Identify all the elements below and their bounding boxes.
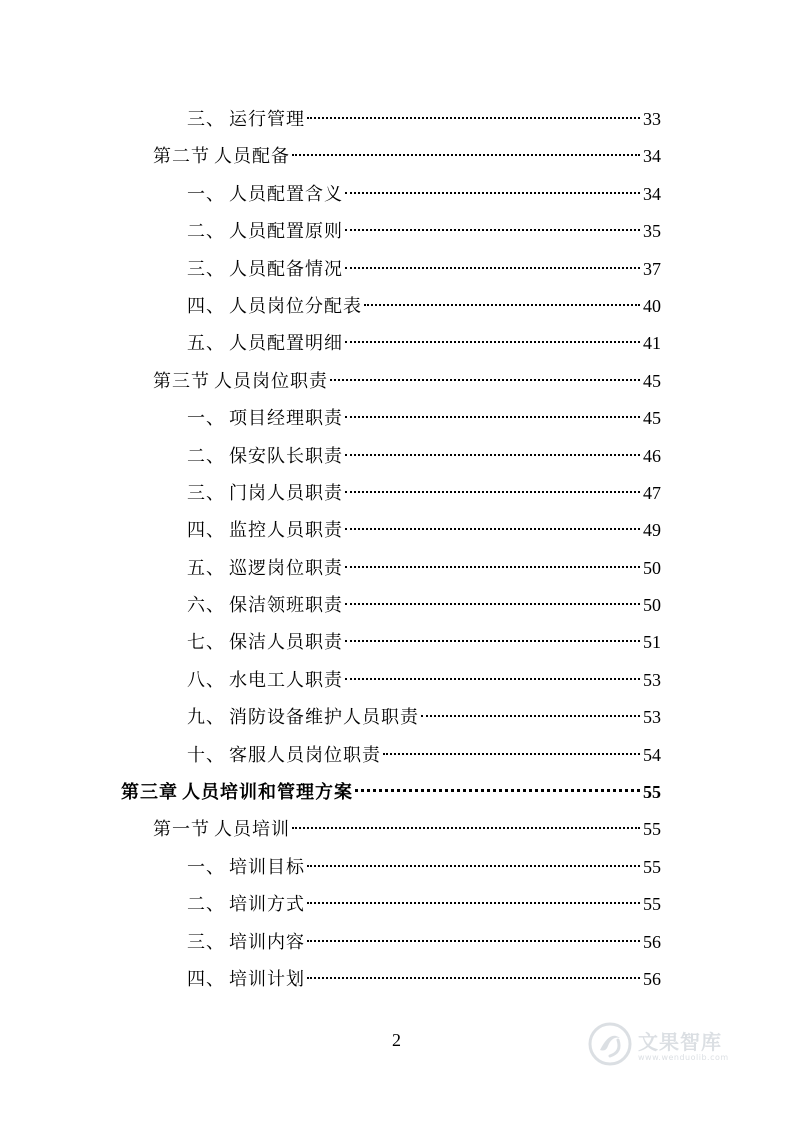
toc-page-number: 54	[643, 744, 661, 765]
toc-dot-leader	[307, 902, 640, 904]
toc-entry-text: 项目经理职责	[229, 408, 343, 430]
toc-entry-title	[153, 138, 290, 175]
toc-page-number: 45	[643, 408, 661, 429]
toc-entry[interactable]	[0, 213, 793, 250]
toc-entry-title	[187, 699, 419, 736]
toc-entry-text: 培训方式	[229, 894, 305, 916]
toc-entry-text: 人员岗位分配表	[229, 295, 362, 317]
toc-entry-text: 培训计划	[229, 968, 305, 990]
toc-entry[interactable]	[0, 438, 793, 475]
toc-entry-text: 人员培训和管理方案	[182, 782, 353, 804]
toc-entry[interactable]	[0, 961, 793, 998]
watermark-url: www.wenduolib.com	[638, 1053, 729, 1062]
toc-page-number: 55	[643, 819, 661, 840]
toc-entry-title	[187, 512, 343, 549]
toc-entry-title	[187, 325, 343, 362]
toc-entry[interactable]	[0, 251, 793, 288]
toc-entry-number: 三、	[187, 482, 225, 504]
toc-entry-title	[153, 363, 328, 400]
toc-entry-text: 人员配置含义	[229, 183, 343, 205]
swirl-logo-icon	[588, 1022, 632, 1066]
toc-dot-leader	[345, 678, 640, 680]
toc-entry-title	[187, 213, 343, 250]
toc-entry[interactable]	[0, 774, 793, 811]
toc-page-number: 56	[643, 931, 661, 952]
toc-entry-text: 消防设备维护人员职责	[229, 707, 419, 729]
toc-entry-text: 人员配备情况	[229, 258, 343, 280]
toc-entry[interactable]	[0, 363, 793, 400]
toc-entry-number: 五、	[187, 557, 225, 579]
toc-entry[interactable]	[0, 587, 793, 624]
toc-entry-title	[187, 587, 343, 624]
toc-entry-text: 运行管理	[229, 109, 305, 130]
toc-entry-number: 三、	[187, 931, 225, 953]
toc-page-number: 56	[643, 968, 661, 989]
toc-dot-leader	[345, 640, 640, 642]
toc-entry-number: 第一节	[153, 819, 210, 841]
toc-entry[interactable]	[0, 849, 793, 886]
toc-page-number: 33	[643, 109, 661, 129]
toc-entry-text: 人员岗位职责	[214, 370, 328, 392]
toc-entry-text: 人员配备	[214, 146, 290, 168]
toc-entry-title	[187, 101, 305, 138]
watermark-name: 文果智库	[638, 1030, 722, 1054]
toc-entry-title	[187, 737, 381, 774]
toc-dot-leader	[345, 603, 640, 605]
toc-dot-leader	[345, 566, 640, 568]
toc-page-number: 51	[643, 632, 661, 653]
toc-entry[interactable]	[0, 400, 793, 437]
toc-page-number: 45	[643, 370, 661, 391]
toc-entry[interactable]	[0, 288, 793, 325]
toc-entry-number: 一、	[187, 856, 225, 878]
toc-entry-number: 二、	[187, 221, 225, 243]
toc-page-number: 47	[643, 482, 661, 503]
toc-entry-number: 五、	[187, 333, 225, 355]
toc-dot-leader	[345, 192, 640, 194]
toc-entry-number: 第三节	[153, 370, 210, 392]
toc-page-number: 53	[643, 669, 661, 690]
toc-dot-leader	[364, 304, 640, 306]
toc-dot-leader	[345, 416, 640, 418]
toc-entry-title	[187, 176, 343, 213]
toc-entry[interactable]	[0, 176, 793, 213]
toc-page-number: 49	[643, 520, 661, 541]
toc-dot-leader	[421, 715, 640, 717]
toc-entry-text: 水电工人职责	[229, 669, 343, 691]
toc-entry-text: 人员培训	[214, 819, 290, 841]
toc-page-number: 55	[643, 894, 661, 915]
toc-entry-title	[187, 400, 343, 437]
toc-entry[interactable]	[0, 662, 793, 699]
toc-entry-title	[187, 924, 305, 961]
toc-entry[interactable]	[0, 138, 793, 175]
toc-entry-number: 三、	[187, 109, 225, 130]
toc-entry-number: 八、	[187, 669, 225, 691]
toc-entry-title	[153, 811, 290, 848]
toc-page-number: 46	[643, 445, 661, 466]
toc-entry-number: 一、	[187, 408, 225, 430]
toc-dot-leader	[307, 117, 640, 119]
toc-dot-leader	[307, 977, 640, 979]
toc-page-number: 40	[643, 295, 661, 316]
toc-dot-leader	[345, 267, 640, 269]
toc-dot-leader	[345, 229, 640, 231]
toc-entry[interactable]	[0, 512, 793, 549]
toc-entry-number: 二、	[187, 894, 225, 916]
toc-page-number: 55	[643, 782, 661, 803]
toc-entry-title	[187, 475, 343, 512]
toc-dot-leader	[307, 940, 640, 942]
toc-entry[interactable]	[0, 325, 793, 362]
toc-page-number: 34	[643, 183, 661, 204]
toc-entry[interactable]	[0, 101, 793, 138]
toc-entry-text: 监控人员职责	[229, 520, 343, 542]
toc-entry-number: 第三章	[121, 782, 178, 804]
toc-page-number: 53	[643, 707, 661, 728]
toc-entry[interactable]	[0, 811, 793, 848]
toc-entry-title	[121, 774, 353, 811]
toc-dot-leader	[330, 379, 640, 381]
toc-entry-text: 培训内容	[229, 931, 305, 953]
toc-entry[interactable]	[0, 550, 793, 587]
toc-entry-title	[187, 288, 362, 325]
toc-page-number: 34	[643, 146, 661, 167]
table-of-contents	[0, 101, 793, 998]
toc-entry-title	[187, 550, 343, 587]
toc-entry-title	[187, 886, 305, 923]
toc-entry-number: 四、	[187, 520, 225, 542]
toc-entry[interactable]	[0, 737, 793, 774]
toc-entry-text: 门岗人员职责	[229, 482, 343, 504]
toc-page-number: 50	[643, 595, 661, 616]
toc-dot-leader	[292, 154, 640, 156]
watermark	[588, 1022, 729, 1066]
toc-entry[interactable]	[0, 624, 793, 661]
toc-entry-title	[187, 961, 305, 998]
toc-entry-text: 客服人员岗位职责	[229, 744, 381, 766]
toc-entry-text: 保安队长职责	[229, 445, 343, 467]
toc-entry-number: 六、	[187, 595, 225, 617]
toc-entry-number: 七、	[187, 632, 225, 654]
toc-page-number: 55	[643, 856, 661, 877]
toc-entry-text: 保洁领班职责	[229, 595, 343, 617]
toc-entry-text: 培训目标	[229, 856, 305, 878]
toc-entry-number: 二、	[187, 445, 225, 467]
toc-entry-number: 一、	[187, 183, 225, 205]
toc-dot-leader	[355, 789, 640, 792]
toc-dot-leader	[383, 753, 640, 755]
toc-dot-leader	[345, 454, 640, 456]
toc-entry-text: 保洁人员职责	[229, 632, 343, 654]
toc-page-number: 41	[643, 333, 661, 354]
toc-dot-leader	[307, 865, 640, 867]
toc-entry-title	[187, 438, 343, 475]
toc-entry-text: 人员配置原则	[229, 221, 343, 243]
toc-entry-number: 九、	[187, 707, 225, 729]
toc-entry-number: 四、	[187, 295, 225, 317]
toc-page-number: 37	[643, 258, 661, 279]
toc-entry[interactable]	[0, 475, 793, 512]
toc-entry-title	[187, 624, 343, 661]
toc-dot-leader	[345, 528, 640, 530]
toc-entry[interactable]	[0, 886, 793, 923]
toc-dot-leader	[292, 827, 640, 829]
toc-entry-number: 十、	[187, 744, 225, 766]
toc-entry-number: 第二节	[153, 146, 210, 168]
toc-dot-leader	[345, 491, 640, 493]
toc-entry-number: 三、	[187, 258, 225, 280]
toc-entry-title	[187, 849, 305, 886]
toc-page-number: 35	[643, 221, 661, 242]
toc-entry-number: 四、	[187, 968, 225, 990]
toc-entry-title	[187, 251, 343, 288]
toc-entry[interactable]	[0, 699, 793, 736]
toc-entry[interactable]	[0, 924, 793, 961]
toc-entry-text: 巡逻岗位职责	[229, 557, 343, 579]
toc-page-number: 50	[643, 557, 661, 578]
toc-entry-text: 人员配置明细	[229, 333, 343, 355]
page-number: 2	[392, 1030, 401, 1050]
toc-dot-leader	[345, 341, 640, 343]
toc-entry-title	[187, 662, 343, 699]
